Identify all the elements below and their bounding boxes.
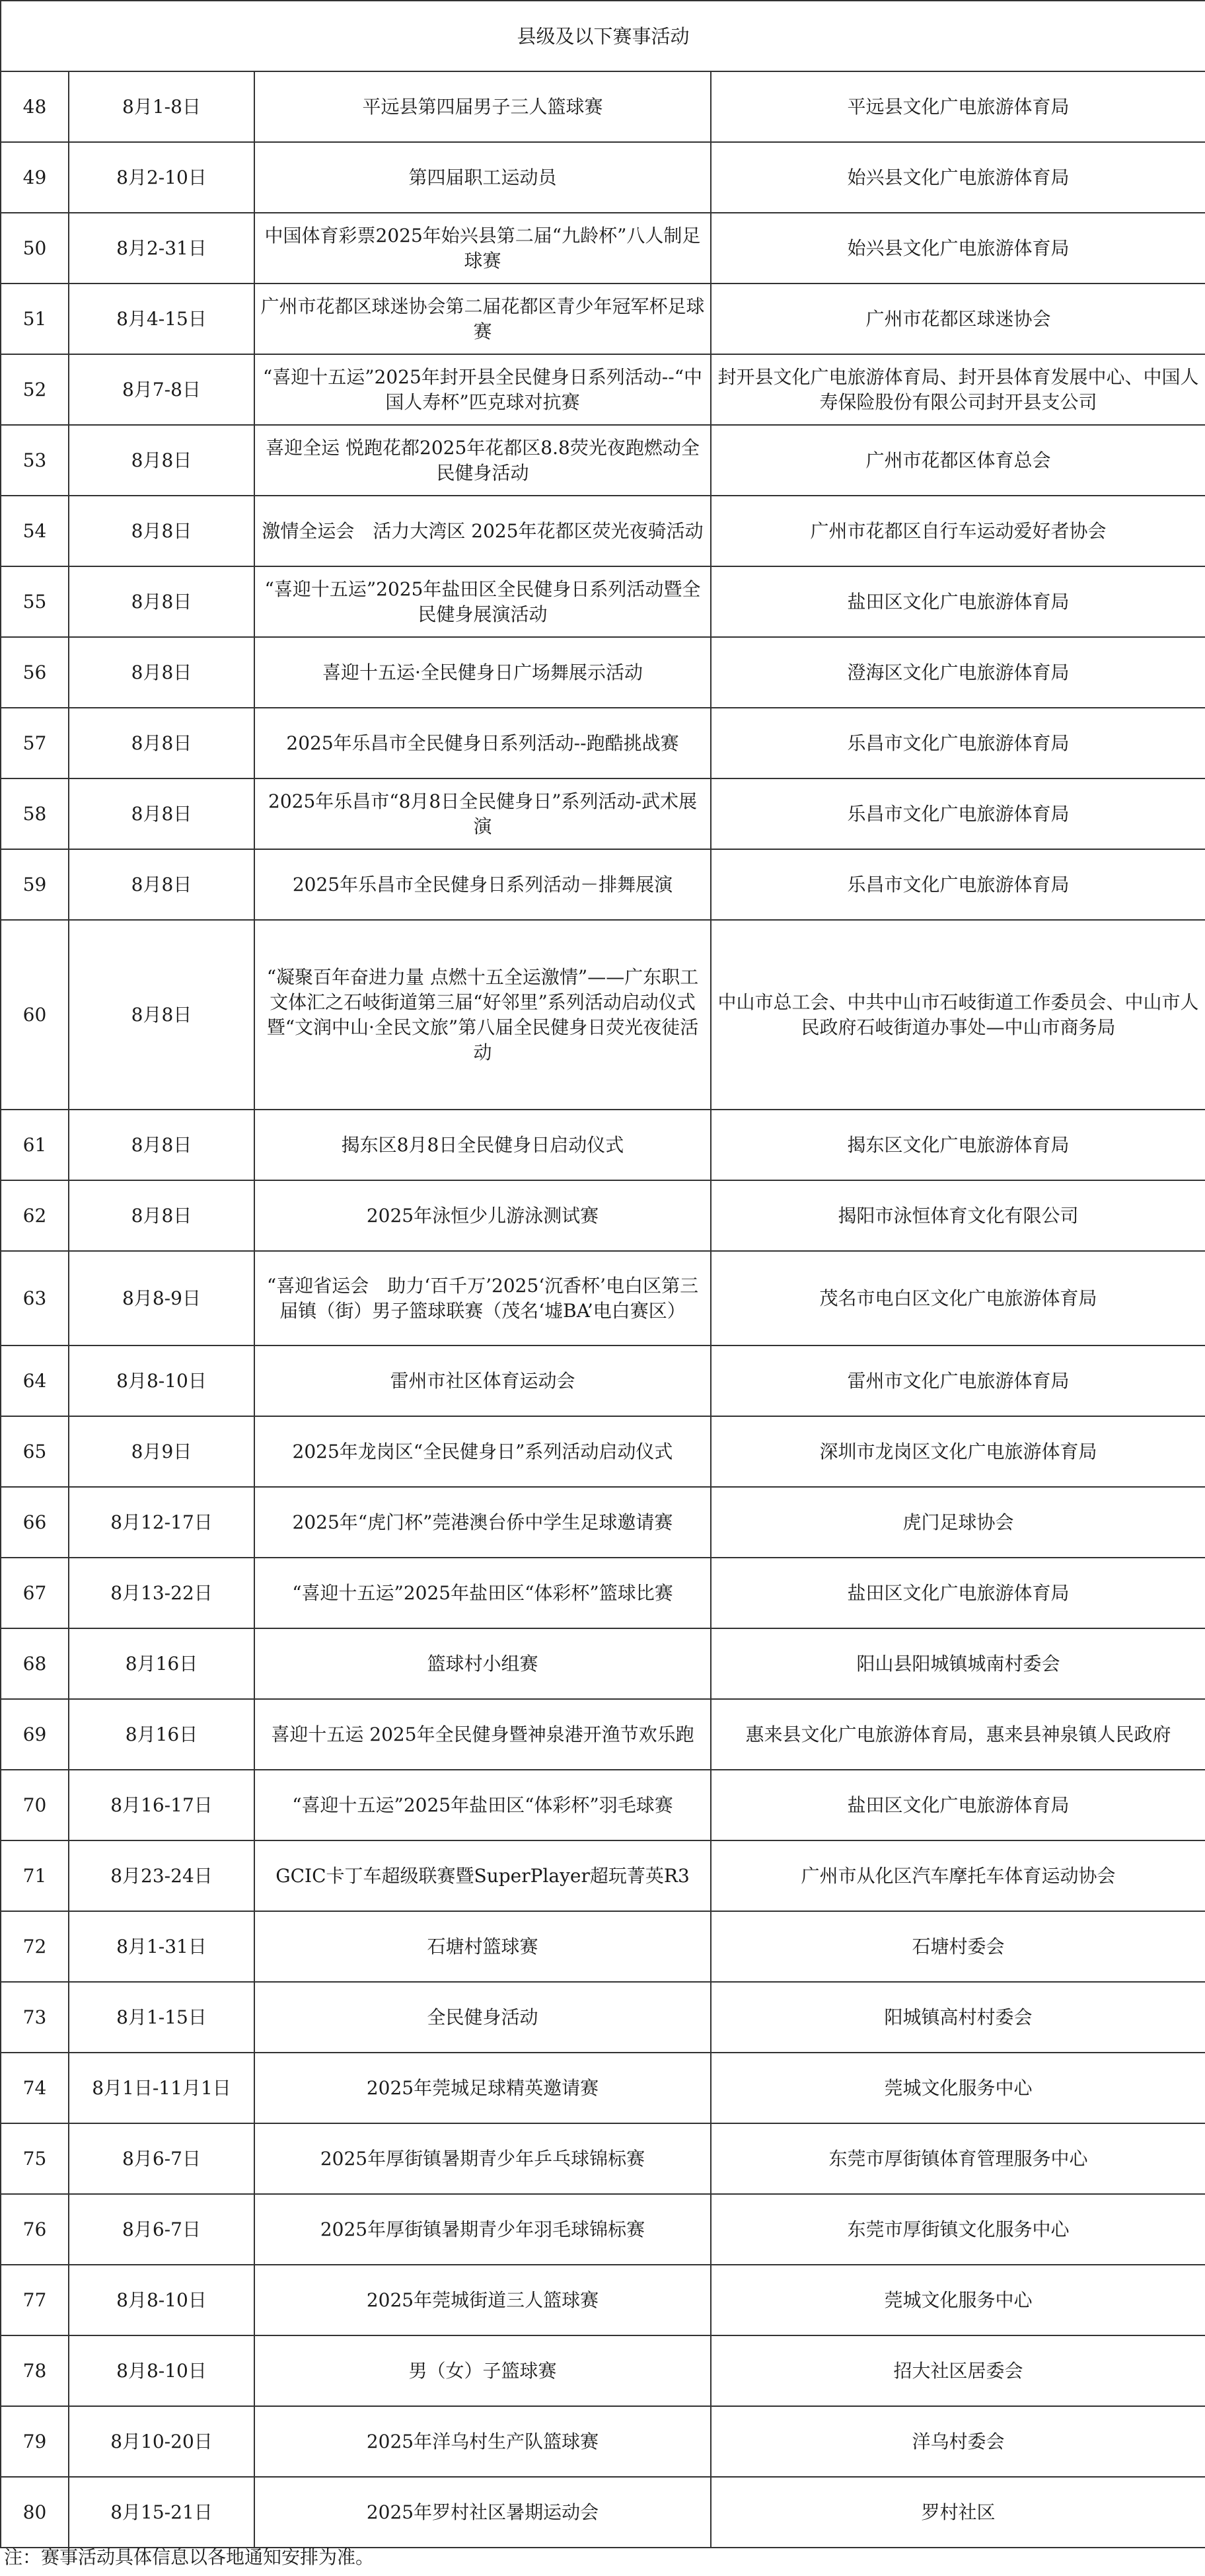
row-organizer: 洋乌村委会 <box>711 2406 1205 2477</box>
row-number: 79 <box>1 2406 69 2477</box>
row-date: 8月1日-11月1日 <box>69 2053 254 2123</box>
row-event-name: 揭东区8月8日全民健身日启动仪式 <box>254 1110 711 1180</box>
table-row <box>1 1770 1205 1840</box>
row-event-name: 2025年莞城足球精英邀请赛 <box>254 2053 711 2123</box>
section-header-row <box>1 1 1205 71</box>
row-number: 55 <box>1 566 69 637</box>
row-organizer: 莞城文化服务中心 <box>711 2265 1205 2335</box>
row-event-name: 喜迎十五运 2025年全民健身暨神泉港开渔节欢乐跑 <box>254 1699 711 1770</box>
row-date: 8月8日 <box>69 778 254 849</box>
row-number: 67 <box>1 1558 69 1628</box>
row-organizer: 雷州市文化广电旅游体育局 <box>711 1345 1205 1416</box>
row-organizer: 惠来县文化广电旅游体育局，惠来县神泉镇人民政府 <box>711 1699 1205 1770</box>
row-date: 8月8-9日 <box>69 1251 254 1345</box>
row-event-name: 2025年厚街镇暑期青少年乒乓球锦标赛 <box>254 2123 711 2194</box>
row-event-name: 2025年泳恒少儿游泳测试赛 <box>254 1180 711 1251</box>
row-number: 62 <box>1 1180 69 1251</box>
row-organizer: 茂名市电白区文化广电旅游体育局 <box>711 1251 1205 1345</box>
row-date: 8月8日 <box>69 425 254 496</box>
row-date: 8月2-31日 <box>69 213 254 284</box>
row-date: 8月8日 <box>69 708 254 778</box>
row-number: 52 <box>1 354 69 425</box>
row-event-name: 男（女）子篮球赛 <box>254 2335 711 2406</box>
row-date: 8月6-7日 <box>69 2194 254 2265</box>
row-date: 8月15-21日 <box>69 2477 254 2548</box>
table-row <box>1 2406 1205 2477</box>
row-event-name: “喜迎十五运”2025年盐田区“体彩杯”篮球比赛 <box>254 1558 711 1628</box>
table-row <box>1 2335 1205 2406</box>
row-event-name: 2025年洋乌村生产队篮球赛 <box>254 2406 711 2477</box>
row-event-name: “凝聚百年奋进力量 点燃十五全运激情”——广东职工文体汇之石岐街道第三届“好邻里”系列活动启动仪式暨“文润中山·全民文旅”第八届全民健身日荧光夜徒活动 <box>254 920 711 1110</box>
row-organizer: 乐昌市文化广电旅游体育局 <box>711 708 1205 778</box>
row-event-name: GCIC卡丁车超级联赛暨SuperPlayer超玩菁英R3 <box>254 1840 711 1911</box>
table-row <box>1 778 1205 849</box>
table-row <box>1 1628 1205 1699</box>
table-row <box>1 1558 1205 1628</box>
row-event-name: 全民健身活动 <box>254 1982 711 2053</box>
row-event-name: 2025年“虎门杯”莞港澳台侨中学生足球邀请赛 <box>254 1487 711 1558</box>
table-row <box>1 1840 1205 1911</box>
table-row <box>1 637 1205 708</box>
row-event-name: 2025年罗村社区暑期运动会 <box>254 2477 711 2548</box>
section-title: 县级及以下赛事活动 <box>1 1 1205 71</box>
row-number: 78 <box>1 2335 69 2406</box>
row-number: 80 <box>1 2477 69 2548</box>
row-number: 74 <box>1 2053 69 2123</box>
row-event-name: 2025年乐昌市“8月8日全民健身日”系列活动-武术展演 <box>254 778 711 849</box>
row-event-name: “喜迎十五运”2025年盐田区全民健身日系列活动暨全民健身展演活动 <box>254 566 711 637</box>
table-row <box>1 1911 1205 1982</box>
row-event-name: 广州市花都区球迷协会第二届花都区青少年冠军杯足球赛 <box>254 284 711 354</box>
table-row <box>1 2053 1205 2123</box>
row-date: 8月4-15日 <box>69 284 254 354</box>
row-date: 8月8-10日 <box>69 2335 254 2406</box>
row-organizer: 乐昌市文化广电旅游体育局 <box>711 778 1205 849</box>
row-date: 8月8日 <box>69 496 254 566</box>
row-date: 8月8日 <box>69 637 254 708</box>
row-number: 66 <box>1 1487 69 1558</box>
row-organizer: 澄海区文化广电旅游体育局 <box>711 637 1205 708</box>
table-row <box>1 354 1205 425</box>
table-row <box>1 1699 1205 1770</box>
table-row <box>1 920 1205 1110</box>
table-row <box>1 1487 1205 1558</box>
row-event-name: 第四届职工运动员 <box>254 142 711 213</box>
row-organizer: 虎门足球协会 <box>711 1487 1205 1558</box>
row-event-name: 中国体育彩票2025年始兴县第二届“九龄杯”八人制足球赛 <box>254 213 711 284</box>
row-number: 75 <box>1 2123 69 2194</box>
row-organizer: 盐田区文化广电旅游体育局 <box>711 1770 1205 1840</box>
row-date: 8月8日 <box>69 849 254 920</box>
row-event-name: 篮球村小组赛 <box>254 1628 711 1699</box>
table-row <box>1 142 1205 213</box>
row-date: 8月8日 <box>69 920 254 1110</box>
row-number: 51 <box>1 284 69 354</box>
row-date: 8月23-24日 <box>69 1840 254 1911</box>
row-number: 63 <box>1 1251 69 1345</box>
table-row <box>1 2123 1205 2194</box>
row-organizer: 平远县文化广电旅游体育局 <box>711 71 1205 142</box>
table-row <box>1 284 1205 354</box>
row-organizer: 莞城文化服务中心 <box>711 2053 1205 2123</box>
row-date: 8月16-17日 <box>69 1770 254 1840</box>
row-number: 64 <box>1 1345 69 1416</box>
row-number: 59 <box>1 849 69 920</box>
table-row <box>1 213 1205 284</box>
row-date: 8月8日 <box>69 1110 254 1180</box>
row-organizer: 招大社区居委会 <box>711 2335 1205 2406</box>
row-number: 50 <box>1 213 69 284</box>
row-number: 72 <box>1 1911 69 1982</box>
table-row <box>1 1251 1205 1345</box>
row-number: 60 <box>1 920 69 1110</box>
row-organizer: 广州市花都区体育总会 <box>711 425 1205 496</box>
table-row <box>1 2477 1205 2548</box>
table-row <box>1 1982 1205 2053</box>
row-date: 8月1-31日 <box>69 1911 254 1982</box>
row-number: 61 <box>1 1110 69 1180</box>
table-row <box>1 708 1205 778</box>
row-organizer: 阳城镇高村村委会 <box>711 1982 1205 2053</box>
row-organizer: 中山市总工会、中共中山市石岐街道工作委员会、中山市人民政府石岐街道办事处—中山市商务局 <box>711 920 1205 1110</box>
row-number: 76 <box>1 2194 69 2265</box>
row-event-name: 石塘村篮球赛 <box>254 1911 711 1982</box>
row-organizer: 乐昌市文化广电旅游体育局 <box>711 849 1205 920</box>
row-event-name: 2025年莞城街道三人篮球赛 <box>254 2265 711 2335</box>
row-date: 8月6-7日 <box>69 2123 254 2194</box>
row-number: 57 <box>1 708 69 778</box>
row-number: 69 <box>1 1699 69 1770</box>
row-event-name: 2025年厚街镇暑期青少年羽毛球锦标赛 <box>254 2194 711 2265</box>
row-date: 8月10-20日 <box>69 2406 254 2477</box>
row-date: 8月8-10日 <box>69 2265 254 2335</box>
row-event-name: 喜迎十五运·全民健身日广场舞展示活动 <box>254 637 711 708</box>
row-organizer: 东莞市厚街镇体育管理服务中心 <box>711 2123 1205 2194</box>
footnote: 注：赛事活动具体信息以各地通知安排为准。 <box>4 2546 375 2568</box>
row-number: 58 <box>1 778 69 849</box>
row-date: 8月1-8日 <box>69 71 254 142</box>
table-row <box>1 71 1205 142</box>
table-row <box>1 1345 1205 1416</box>
row-organizer: 广州市从化区汽车摩托车体育运动协会 <box>711 1840 1205 1911</box>
row-number: 71 <box>1 1840 69 1911</box>
row-organizer: 阳山县阳城镇城南村委会 <box>711 1628 1205 1699</box>
row-date: 8月8日 <box>69 566 254 637</box>
events-table-body <box>1 1 1205 2548</box>
table-row <box>1 496 1205 566</box>
row-date: 8月16日 <box>69 1628 254 1699</box>
row-number: 68 <box>1 1628 69 1699</box>
row-date: 8月13-22日 <box>69 1558 254 1628</box>
row-event-name: 2025年乐昌市全民健身日系列活动--跑酷挑战赛 <box>254 708 711 778</box>
row-organizer: 广州市花都区自行车运动爱好者协会 <box>711 496 1205 566</box>
table-row <box>1 566 1205 637</box>
row-number: 70 <box>1 1770 69 1840</box>
table-row <box>1 849 1205 920</box>
row-organizer: 广州市花都区球迷协会 <box>711 284 1205 354</box>
row-organizer: 罗村社区 <box>711 2477 1205 2548</box>
row-number: 48 <box>1 71 69 142</box>
row-organizer: 东莞市厚街镇文化服务中心 <box>711 2194 1205 2265</box>
row-event-name: 2025年乐昌市全民健身日系列活动－排舞展演 <box>254 849 711 920</box>
row-organizer: 始兴县文化广电旅游体育局 <box>711 142 1205 213</box>
row-number: 77 <box>1 2265 69 2335</box>
row-organizer: 揭东区文化广电旅游体育局 <box>711 1110 1205 1180</box>
row-date: 8月1-15日 <box>69 1982 254 2053</box>
row-date: 8月9日 <box>69 1416 254 1487</box>
row-organizer: 始兴县文化广电旅游体育局 <box>711 213 1205 284</box>
row-number: 54 <box>1 496 69 566</box>
row-event-name: 雷州市社区体育运动会 <box>254 1345 711 1416</box>
row-date: 8月16日 <box>69 1699 254 1770</box>
row-number: 65 <box>1 1416 69 1487</box>
row-date: 8月8-10日 <box>69 1345 254 1416</box>
table-row <box>1 2265 1205 2335</box>
row-organizer: 盐田区文化广电旅游体育局 <box>711 1558 1205 1628</box>
row-organizer: 揭阳市泳恒体育文化有限公司 <box>711 1180 1205 1251</box>
row-date: 8月8日 <box>69 1180 254 1251</box>
row-date: 8月12-17日 <box>69 1487 254 1558</box>
row-number: 73 <box>1 1982 69 2053</box>
row-number: 49 <box>1 142 69 213</box>
row-date: 8月7-8日 <box>69 354 254 425</box>
row-organizer: 深圳市龙岗区文化广电旅游体育局 <box>711 1416 1205 1487</box>
table-row <box>1 425 1205 496</box>
row-organizer: 石塘村委会 <box>711 1911 1205 1982</box>
row-date: 8月2-10日 <box>69 142 254 213</box>
table-row <box>1 2194 1205 2265</box>
row-event-name: “喜迎十五运”2025年盐田区“体彩杯”羽毛球赛 <box>254 1770 711 1840</box>
row-event-name: 喜迎全运 悦跑花都2025年花都区8.8荧光夜跑燃动全民健身活动 <box>254 425 711 496</box>
row-event-name: 2025年龙岗区“全民健身日”系列活动启动仪式 <box>254 1416 711 1487</box>
row-organizer: 封开县文化广电旅游体育局、封开县体育发展中心、中国人寿保险股份有限公司封开县支公司 <box>711 354 1205 425</box>
row-event-name: 平远县第四届男子三人篮球赛 <box>254 71 711 142</box>
table-row <box>1 1110 1205 1180</box>
row-number: 56 <box>1 637 69 708</box>
row-event-name: 激情全运会 活力大湾区 2025年花都区荧光夜骑活动 <box>254 496 711 566</box>
row-number: 53 <box>1 425 69 496</box>
row-organizer: 盐田区文化广电旅游体育局 <box>711 566 1205 637</box>
row-event-name: “喜迎省运会 助力‘百千万’2025‘沉香杯’电白区第三届镇（街）男子篮球联赛（茂名‘墟BA’电白赛区） <box>254 1251 711 1345</box>
table-row <box>1 1416 1205 1487</box>
table-row <box>1 1180 1205 1251</box>
row-event-name: “喜迎十五运”2025年封开县全民健身日系列活动--“中国人寿杯”匹克球对抗赛 <box>254 354 711 425</box>
